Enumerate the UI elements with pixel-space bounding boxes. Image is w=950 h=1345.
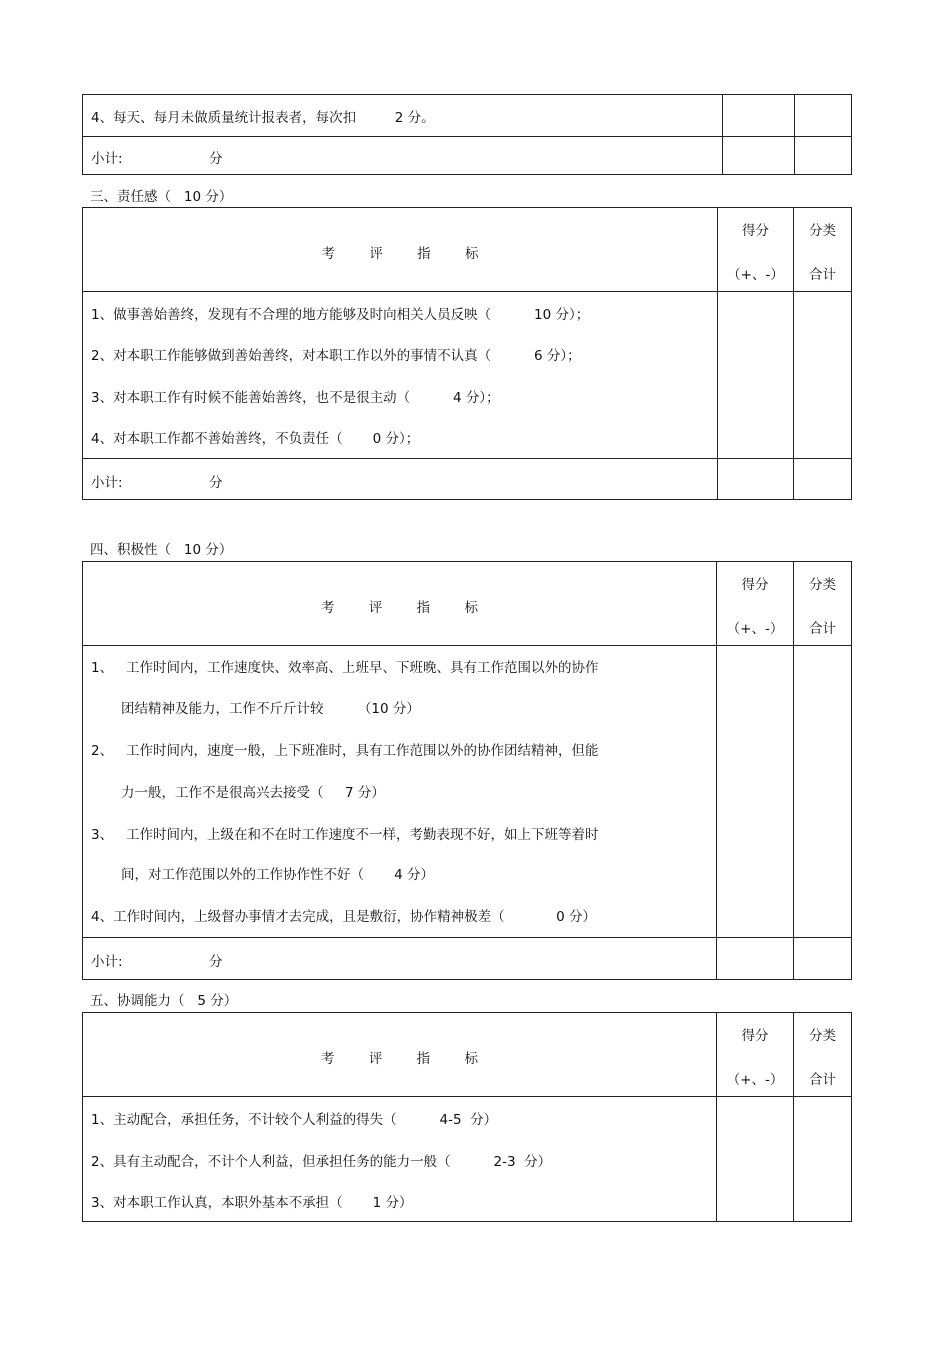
section3-category-cell[interactable] — [794, 292, 852, 459]
subtotal-label: 小计: — [91, 475, 123, 491]
section4-category-cell[interactable] — [794, 646, 852, 938]
section5-header-category — [794, 1013, 852, 1097]
section4-header-index — [83, 562, 717, 646]
section4-item-1-line1: 1、 工作时间内，工作速度快、效率高、上班早、下班晚、具有工作范围以外的协作 — [91, 660, 599, 676]
section4-item-2-line1: 2、 工作时间内，速度一般，上下班准时，具有工作范围以外的协作团结精神，但能 — [91, 743, 599, 759]
section3-item-1: 1、做事善始善终，发现有不合理的地方能够及时向相关人员反映（ 10 分）； — [91, 307, 590, 323]
section5-title: 五、协调能力（ 5 分） — [90, 993, 238, 1009]
header-category-line2: 合计 — [809, 267, 836, 283]
header-category-line1: 分类 — [809, 223, 836, 239]
section3-score-cell[interactable] — [718, 292, 794, 459]
section3-items-cell — [83, 292, 718, 459]
section3-title: 三、责任感（ 10 分） — [90, 189, 233, 205]
section5-score-cell[interactable] — [717, 1097, 794, 1222]
header-score-line1: 得分 — [741, 1028, 769, 1044]
section4-score-cell[interactable] — [717, 646, 794, 938]
section3-item-2: 2、对本职工作能够做到善始善终，对本职工作以外的事情不认真（ 6 分）； — [91, 348, 581, 364]
section5-item-3: 3、对本职工作认真，本职外基本不承担（ 1 分） — [91, 1195, 413, 1211]
section3-subtotal-category[interactable] — [794, 459, 852, 500]
section3-header-category — [794, 208, 852, 292]
section4-item-3-line1: 3、 工作时间内，上级在和不在时工作速度不一样，考勤表现不好，如上下班等着时 — [91, 827, 599, 843]
section3-item-3: 3、对本职工作有时候不能善始善终，也不是很主动（ 4 分）； — [91, 390, 500, 406]
section5-item-2: 2、具有主动配合，不计个人利益，但承担任务的能力一般（ 2-3 分） — [91, 1154, 552, 1170]
header-category-line1: 分类 — [809, 1028, 836, 1044]
header-index-label: 考 评 指 标 — [321, 600, 478, 616]
section4-item-3-line2: 间，对工作范围以外的工作协作性不好（ 4 分） — [91, 867, 434, 883]
section3-header-index — [83, 208, 718, 292]
section4-items-cell — [83, 646, 717, 938]
header-category-line1: 分类 — [809, 577, 836, 593]
section5-header-score — [717, 1013, 794, 1097]
section3-subtotal-cell — [83, 459, 718, 500]
section5-category-cell[interactable] — [794, 1097, 852, 1222]
header-index-label: 考 评 指 标 — [321, 246, 479, 262]
section4-table — [82, 561, 852, 980]
header-score-line2: （+、-） — [726, 1072, 784, 1088]
section2-subtotal-score[interactable] — [723, 137, 795, 175]
section4-header-score — [717, 562, 794, 646]
section4-subtotal-cell — [83, 938, 717, 980]
header-score-line1: 得分 — [741, 577, 769, 593]
section4-subtotal-category[interactable] — [794, 938, 852, 980]
section3-table — [82, 207, 852, 500]
subtotal-label: 小计: — [91, 954, 123, 970]
header-score-line1: 得分 — [742, 223, 769, 239]
section4-item-2-line2: 力一般，工作不是很高兴去接受（ 7 分） — [91, 785, 385, 801]
section2-subtotal-cell — [83, 137, 723, 175]
section2-category-cell[interactable] — [795, 95, 852, 137]
subtotal-label: 小计: — [91, 151, 123, 167]
subtotal-unit: 分 — [209, 954, 223, 970]
section4-item-4: 4、工作时间内，上级督办事情才去完成，且是敷衍，协作精神极差（ 0 分） — [91, 909, 596, 925]
section3-item-4: 4、对本职工作都不善始善终，不负责任（ 0 分）； — [91, 431, 420, 447]
section5-header-index — [83, 1013, 717, 1097]
section4-header-category — [794, 562, 852, 646]
subtotal-unit: 分 — [209, 475, 223, 491]
section3-subtotal-score[interactable] — [718, 459, 794, 500]
section2-item-cell — [83, 95, 723, 137]
section5-table — [82, 1012, 852, 1222]
section2-item-4: 4、每天、每月未做质量统计报表者，每次扣 2 分。 — [91, 110, 435, 126]
section4-subtotal-score[interactable] — [717, 938, 794, 980]
header-score-line2: （+、-） — [727, 267, 784, 283]
section2-table — [82, 94, 852, 175]
header-index-label: 考 评 指 标 — [321, 1051, 478, 1067]
section3-header-score — [718, 208, 794, 292]
header-score-line2: （+、-） — [726, 621, 784, 637]
section5-items-cell — [83, 1097, 717, 1222]
section5-item-1: 1、主动配合，承担任务，不计较个人利益的得失（ 4-5 分） — [91, 1112, 498, 1128]
header-category-line2: 合计 — [809, 1072, 836, 1088]
section4-item-1-line2: 团结精神及能力，工作不斤斤计较 （10 分） — [91, 701, 420, 717]
section2-subtotal-category[interactable] — [795, 137, 852, 175]
section4-title: 四、积极性（ 10 分） — [90, 542, 233, 558]
header-category-line2: 合计 — [809, 621, 836, 637]
subtotal-unit: 分 — [209, 151, 223, 167]
section2-score-cell[interactable] — [723, 95, 795, 137]
